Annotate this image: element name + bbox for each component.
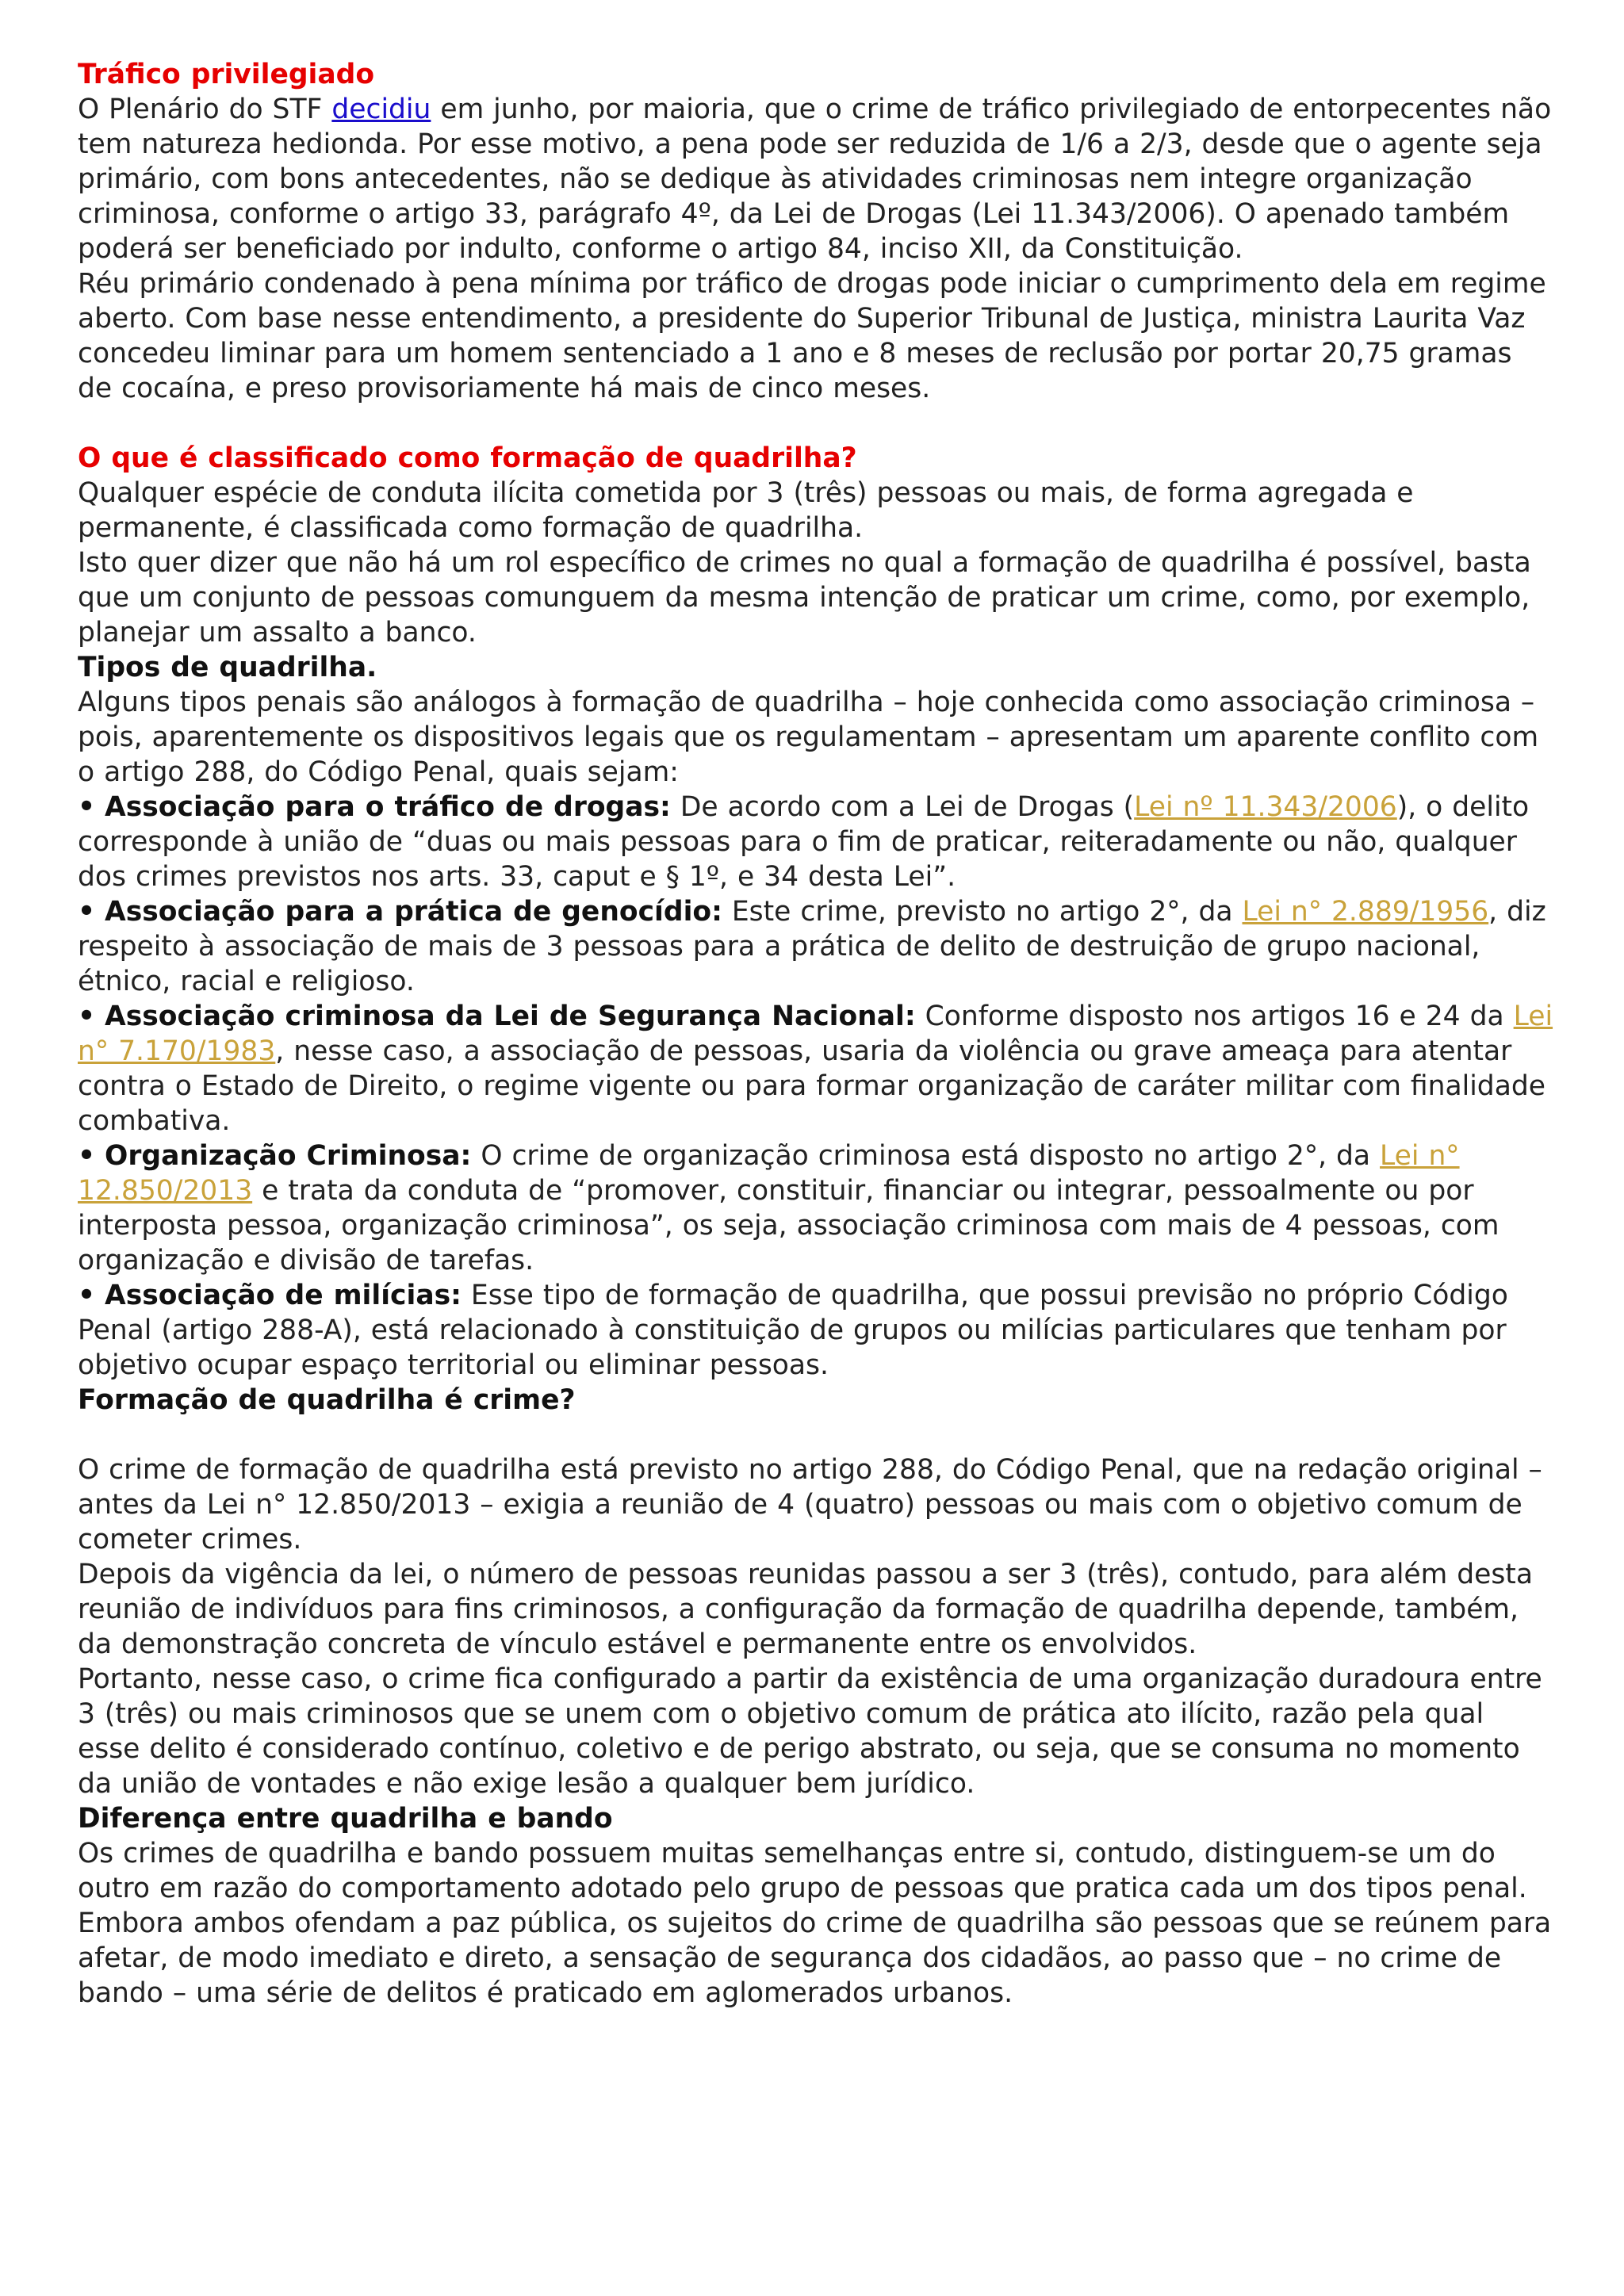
list-item-title: Organização Criminosa: — [105, 1140, 472, 1172]
bullet-icon: • — [78, 1001, 96, 1032]
list-item — [78, 999, 1554, 1138]
text: O Plenário do STF — [78, 94, 332, 125]
list-item-title: Associação para a prática de genocídio: — [105, 896, 722, 928]
bullet-icon: • — [78, 791, 96, 823]
paragraph: Alguns tipos penais são análogos à formação de quadrilha – hoje conhecida como associação criminosa – pois, aparentemente os dispositivos legais que os regulamentam – apresentam um aparente conflito com o artigo 288, do Código Penal, quais sejam: — [78, 687, 1539, 788]
heading-tipos-quadrilha: Tipos de quadrilha. — [78, 652, 377, 683]
text: De acordo com a Lei de Drogas ( — [670, 791, 1135, 823]
spacer — [78, 406, 1554, 441]
list-item-title: Associação criminosa da Lei de Segurança Nacional: — [105, 1001, 916, 1032]
paragraph: Qualquer espécie de conduta ilícita cometida por 3 (três) pessoas ou mais, de forma agregada e permanente, é classificada como formação de quadrilha. — [78, 477, 1414, 544]
text: Esse tipo de formação de quadrilha, que possui previsão no próprio Código Penal (artigo 288-A), está relacionado à constituição de grupos ou milícias particulares que tenham por objetivo ocupar espaço territorial ou eliminar pessoas. — [78, 1280, 1508, 1381]
text: e trata da conduta de “promover, constituir, financiar ou integrar, pessoalmente ou por interposta pessoa, organização criminosa”, os seja, associação criminosa com mais de 4 pessoas, com organização e divisão de tarefas. — [78, 1175, 1500, 1276]
link-lei-12850[interactable]: Lei n° 12.850/2013 — [78, 1140, 1460, 1207]
list-item — [78, 790, 1554, 894]
list-item-title: Associação de milícias: — [105, 1280, 462, 1311]
link-lei-7170[interactable]: Lei n° 7.170/1983 — [78, 1001, 1553, 1067]
list-item-title: Associação para o tráfico de drogas: — [105, 791, 671, 823]
paragraph: Portanto, nesse caso, o crime fica configurado a partir da existência de uma organização duradoura entre 3 (três) ou mais criminosos que se unem com o objetivo comum de prática ato ilícito, razão pela qual esse delito é considerado contínuo, coletivo e de perigo abstrato, ou seja, que se consuma no momento da união de vontades e não exige lesão a qualquer bem jurídico. — [78, 1663, 1542, 1800]
text: , nesse caso, a associação de pessoas, usaria da violência ou grave ameaça para atentar contra o Estado de Direito, o regime vigente ou para formar organização de caráter militar com finalidade combativa. — [78, 1035, 1545, 1137]
heading-trafico-privilegiado: Tráfico privilegiado — [78, 59, 375, 90]
text: O crime de organização criminosa está disposto no artigo 2°, da — [471, 1140, 1381, 1172]
list-item — [78, 894, 1554, 999]
paragraph: Réu primário condenado à pena mínima por tráfico de drogas pode iniciar o cumprimento dela em regime aberto. Com base nesse entendimento, a presidente do Superior Tribunal de Justiça, ministra Laurita Vaz concedeu liminar para um homem sentenciado a 1 ano e 8 meses de reclusão por portar 20,75 gramas de cocaína, e preso provisoriamente há mais de cinco meses. — [78, 268, 1546, 404]
link-decidiu[interactable]: decidiu — [331, 94, 431, 125]
bullet-icon: • — [78, 1140, 96, 1172]
link-lei-11343[interactable]: Lei nº 11.343/2006 — [1134, 791, 1397, 823]
bullet-icon: • — [78, 896, 96, 928]
heading-diferenca-quadrilha-bando: Diferença entre quadrilha e bando — [78, 1803, 613, 1835]
spacer — [78, 1418, 1554, 1452]
paragraph — [78, 92, 1554, 266]
list-item — [78, 1138, 1554, 1278]
text: , diz respeito à associação de mais de 3 pessoas para a prática de delito de destruição de grupo nacional, étnico, racial e religioso. — [78, 896, 1546, 997]
bullet-icon: • — [78, 1280, 96, 1311]
paragraph: Isto quer dizer que não há um rol específico de crimes no qual a formação de quadrilha é possível, basta que um conjunto de pessoas comunguem da mesma intenção de praticar um crime, como, por exemplo, planejar um assalto a banco. — [78, 547, 1531, 649]
paragraph: O crime de formação de quadrilha está previsto no artigo 288, do Código Penal, que na redação original – antes da Lei n° 12.850/2013 – exigia a reunião de 4 (quatro) pessoas ou mais com o objetivo comum de cometer crimes. — [78, 1454, 1542, 1556]
heading-formacao-crime: Formação de quadrilha é crime? — [78, 1384, 576, 1416]
link-lei-2889[interactable]: Lei n° 2.889/1956 — [1242, 896, 1489, 928]
text: ), o delito corresponde à união de “duas ou mais pessoas para o fim de praticar, reiteradamente ou não, qualquer dos crimes previstos nos arts. 33, caput e § 1º, e 34 desta Lei”. — [78, 791, 1530, 893]
list-item — [78, 1278, 1554, 1383]
heading-formacao-quadrilha: O que é classificado como formação de quadrilha? — [78, 442, 857, 474]
text: Conforme disposto nos artigos 16 e 24 da — [915, 1001, 1514, 1032]
paragraph: Embora ambos ofendam a paz pública, os sujeitos do crime de quadrilha são pessoas que se reúnem para afetar, de modo imediato e direto, a sensação de segurança dos cidadãos, ao passo que – no crime de bando – uma série de delitos é praticado em aglomerados urbanos. — [78, 1908, 1552, 2009]
paragraph: Os crimes de quadrilha e bando possuem muitas semelhanças entre si, contudo, distinguem-se um do outro em razão do comportamento adotado pelo grupo de pessoas que pratica cada um dos tipos penal. — [78, 1838, 1527, 1904]
paragraph: Depois da vigência da lei, o número de pessoas reunidas passou a ser 3 (três), contudo, para além desta reunião de indivíduos para fins criminosos, a configuração da formação de quadrilha depende, também, da demonstração concreta de vínculo estável e permanente entre os envolvidos. — [78, 1559, 1533, 1660]
text: em junho, por maioria, que o crime de tráfico privilegiado de entorpecentes não tem natureza hedionda. Por esse motivo, a pena pode ser reduzida de 1/6 a 2/3, desde que o agente seja primário, com bons antecedentes, não se dedique às atividades criminosas nem integre organização criminosa, conforme o artigo 33, parágrafo 4º, da Lei de Drogas (Lei 11.343/2006). O apenado também poderá ser beneficiado por indulto, conforme o artigo 84, inciso XII, da Constituição. — [78, 94, 1552, 265]
document-page — [78, 57, 1554, 2011]
text: Este crime, previsto no artigo 2°, da — [722, 896, 1243, 928]
